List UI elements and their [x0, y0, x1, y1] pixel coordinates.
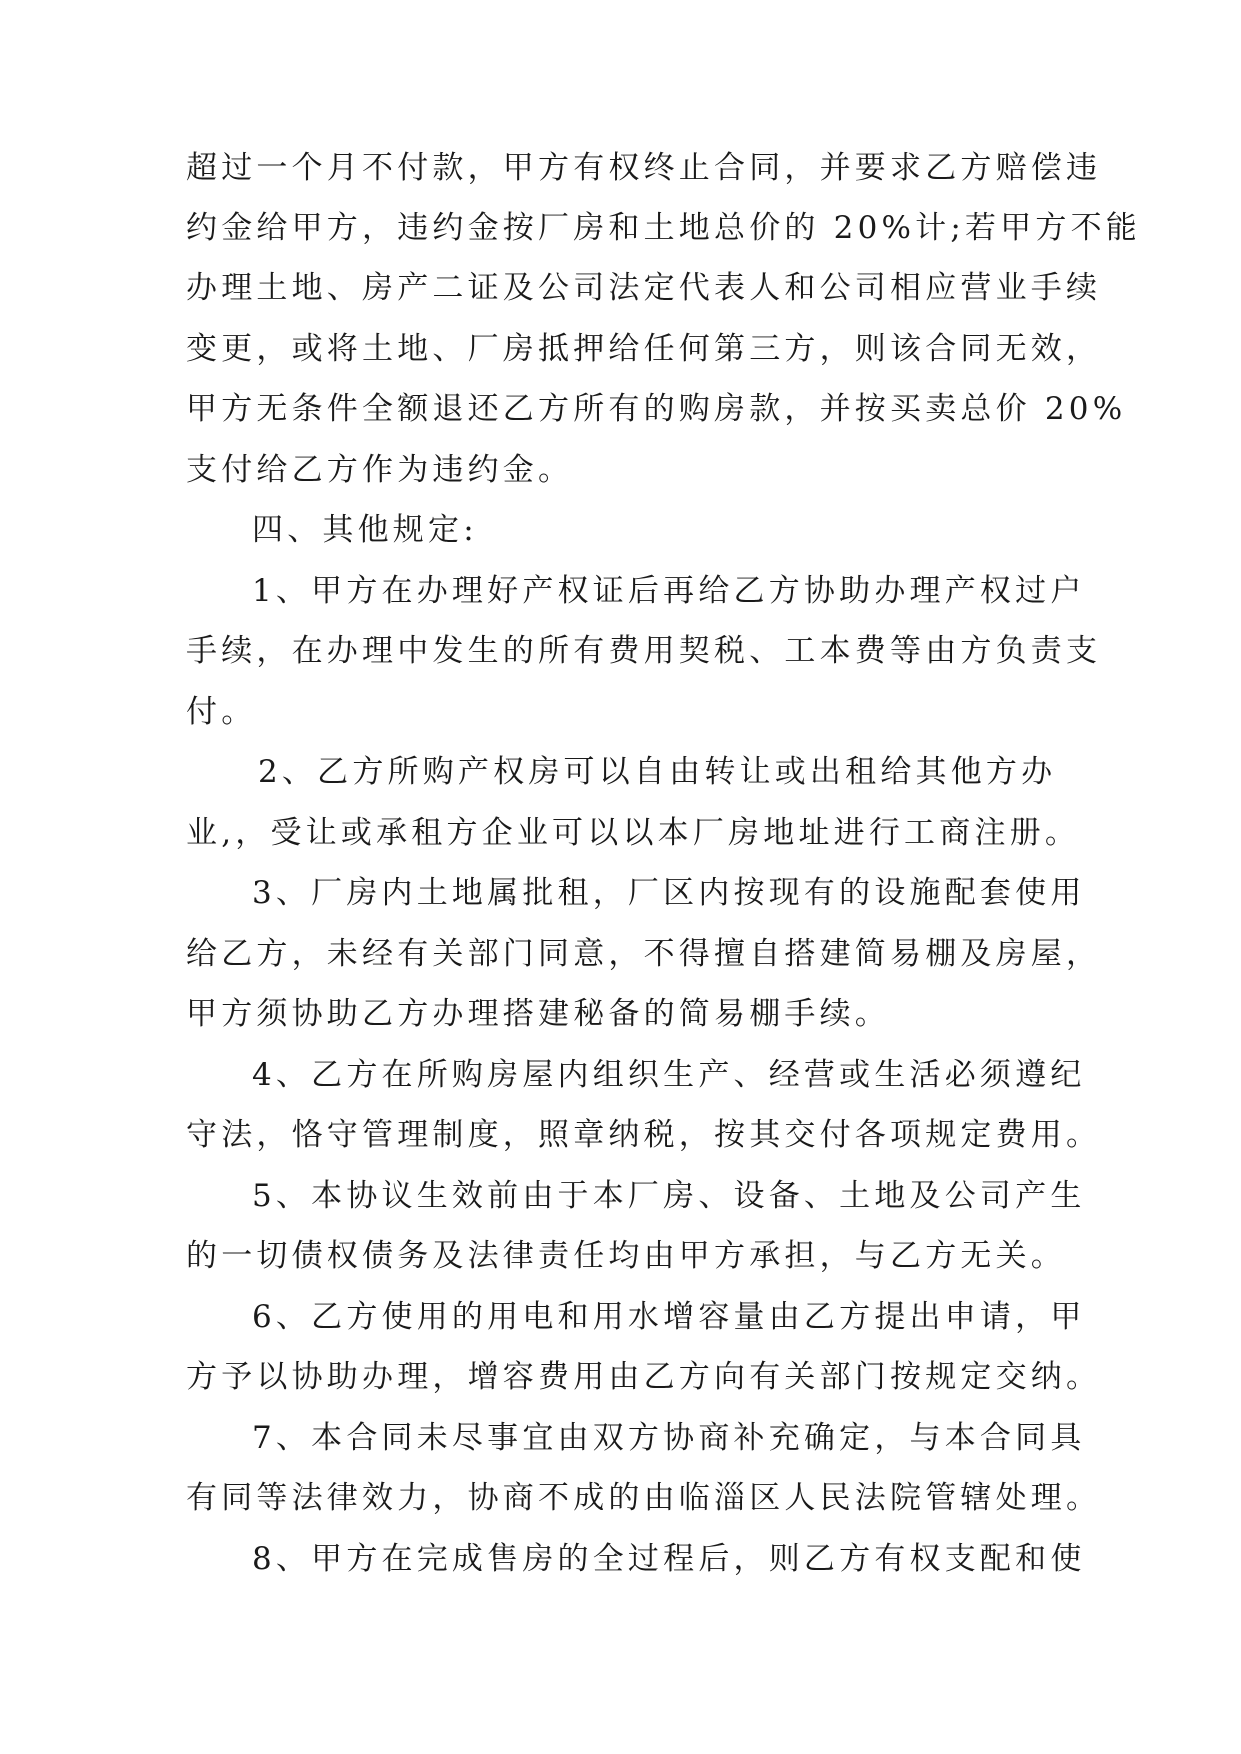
item-3-line: 甲方须协助乙方办理搭建秘备的简易棚手续。 — [186, 996, 890, 1032]
item-3-line: 3、厂房内土地属批租，厂区内按现有的设施配套使用 — [252, 875, 1086, 911]
item-4-line: 守法，恪守管理制度，照章纳税，按其交付各项规定费用。 — [186, 1117, 1102, 1153]
item-2-line: 业,，受让或承租方企业可以以本厂房地址进行工商注册。 — [186, 815, 1081, 851]
item-8-line: 8、甲方在完成售房的全过程后，则乙方有权支配和使 — [252, 1541, 1086, 1577]
item-6-line: 方予以协助办理，增容费用由乙方向有关部门按规定交纳。 — [186, 1359, 1102, 1395]
item-1-line: 付。 — [186, 694, 257, 730]
item-2-line: 2、乙方所购产权房可以自由转让或出租给其他方办 — [258, 754, 1057, 790]
item-1-line: 手续，在办理中发生的所有费用契税、工本费等由方负责支 — [186, 633, 1102, 669]
item-7-line: 有同等法律效力，协商不成的由临淄区人民法院管辖处理。 — [186, 1480, 1102, 1516]
section-heading: 四、其他规定: — [252, 512, 478, 548]
item-6-line: 6、乙方使用的用电和用水增容量由乙方提出申请，甲 — [252, 1299, 1086, 1335]
item-5-line: 的一切债权债务及法律责任均由甲方承担，与乙方无关。 — [186, 1238, 1066, 1274]
text-line: 甲方无条件全额退还乙方所有的购房款，并按买卖总价 20% — [186, 391, 1127, 427]
text-line: 支付给乙方作为违约金。 — [186, 452, 574, 488]
text-line: 变更，或将土地、厂房抵押给任何第三方，则该合同无效， — [186, 331, 1102, 367]
item-4-line: 4、乙方在所购房屋内组织生产、经营或生活必须遵纪 — [252, 1057, 1086, 1093]
item-3-line: 给乙方，未经有关部门同意，不得擅自搭建简易棚及房屋， — [186, 936, 1102, 972]
item-5-line: 5、本协议生效前由于本厂房、设备、土地及公司产生 — [252, 1178, 1086, 1214]
item-7-line: 7、本合同未尽事宜由双方协商补充确定，与本合同具 — [252, 1420, 1086, 1456]
text-line: 约金给甲方，违约金按厂房和土地总价的 20%计;若甲方不能 — [186, 210, 1141, 246]
item-1-line: 1、甲方在办理好产权证后再给乙方协助办理产权过户 — [252, 573, 1086, 609]
text-line: 办理土地、房产二证及公司法定代表人和公司相应营业手续 — [186, 270, 1102, 306]
text-line: 超过一个月不付款，甲方有权终止合同，并要求乙方赔偿违 — [186, 150, 1102, 186]
